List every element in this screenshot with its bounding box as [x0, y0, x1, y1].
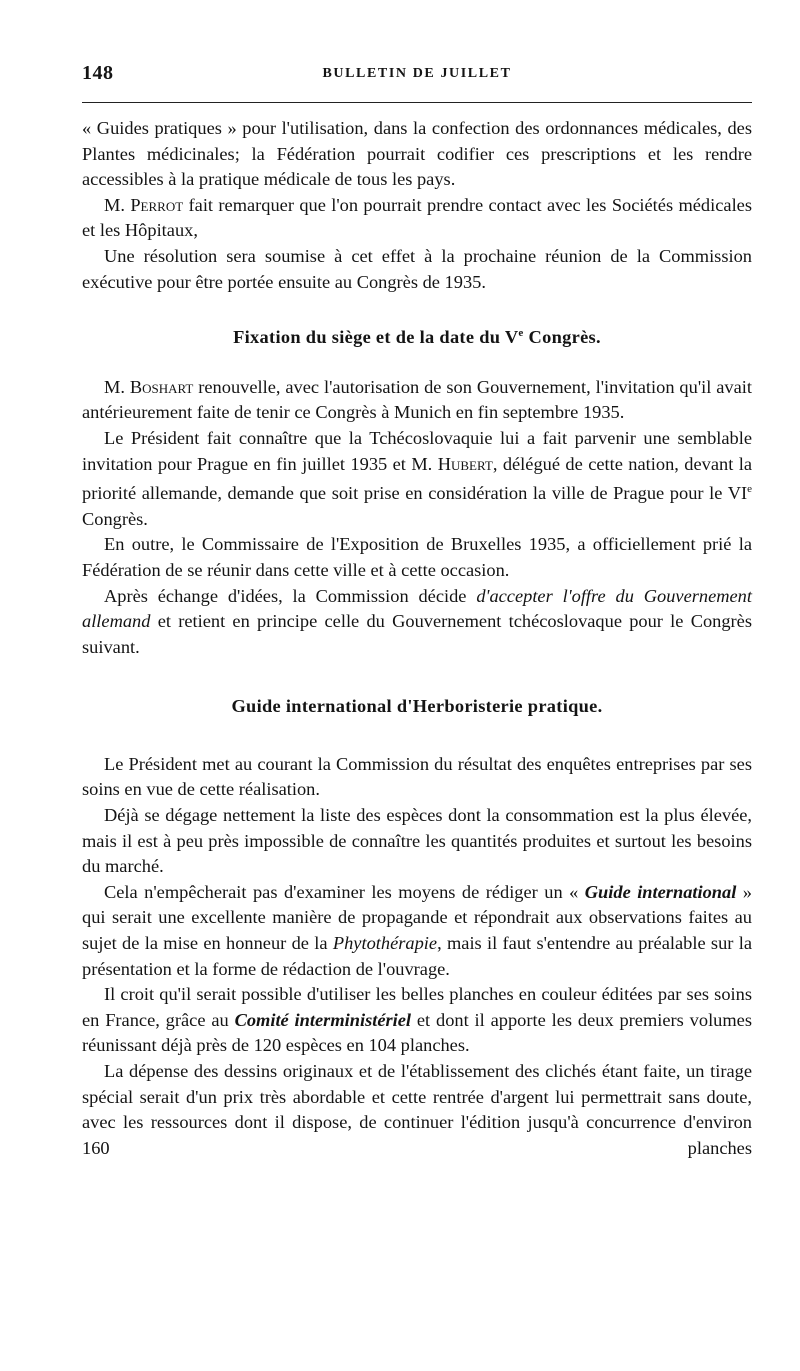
header-rule: [82, 102, 752, 103]
section1-paragraph-3: En outre, le Commissaire de l'Exposition de Bruxelles 1935, a officiellement prié la Fédération de se réunir dans cette ville et à cette occasion.: [82, 534, 752, 580]
person-name: Hubert: [437, 453, 493, 474]
person-name: Boshart: [129, 376, 194, 397]
page-number: 148: [82, 62, 114, 84]
intro-paragraph-2: M. Perrot fait remarquer que l'on pourrait prendre contact avec les Sociétés médicales et les Hôpitaux,: [82, 194, 752, 241]
section2-paragraph-5: La dépense des dessins originaux et de l'établissement des clichés étant faite, un tirage spécial serait d'un prix très abordable et cette rentrée d'argent lui permettrait sans doute, avec les ressources dont il dispose, de continuer l'édition jusqu'à concurrence d'environ 160 planches: [82, 1061, 752, 1158]
running-title: BULLETIN DE JUILLET: [322, 66, 512, 81]
body-text: [82, 116, 752, 1161]
intro-paragraph-3: Une résolution sera soumise à cet effet à la prochaine réunion de la Commission exécutive pour être portée ensuite au Congrès de 1935.: [82, 245, 752, 292]
section1-paragraph-2: Le Président fait connaître que la Tchécoslovaquie lui a fait parvenir une semblable invitation pour Prague en fin juillet 1935 et M. Hubert, délégué de cette nation, devant la priorité allemande, demande que soit prise en considération la ville de Prague pour le VIe Congrès.: [82, 427, 752, 529]
section2-paragraph-4: Il croit qu'il serait possible d'utiliser les belles planches en couleur éditées par ses soins en France, grâce au Comité interministériel et dont il apporte les deux premiers volumes réunissant déjà près de 120 espèces en 104 planches.: [82, 984, 752, 1056]
page-header: [82, 60, 752, 88]
section-heading-guide: Guide international d'Herboristerie pratique.: [231, 696, 603, 717]
intro-paragraph-1: « Guides pratiques » pour l'utilisation, dans la confection des ordonnances médicales, des Plantes médicinales; la Fédération pourrait codifier ces prescriptions et les rendre accessibles à la pratique médicale de tous les pays.: [82, 118, 752, 190]
section2-paragraph-1: Le Président met au courant la Commission du résultat des enquêtes entreprises par ses soins en vue de cette réalisation.: [82, 753, 752, 800]
person-name: Perrot: [130, 194, 184, 215]
section2-paragraph-3: Cela n'empêcherait pas d'examiner les moyens de rédiger un « Guide international » qui serait une excellente manière de propagande et répondrait aux observations faites au sujet de la mise en honneur de la Phytothérapie, mais il faut s'entendre au préalable sur la présentation et la forme de rédaction de l'ouvrage.: [82, 881, 752, 979]
section-heading-congres: Fixation du siège et de la date du Ve Congrès.: [233, 327, 601, 348]
page: [82, 60, 752, 88]
section2-paragraph-2: Déjà se dégage nettement la liste des espèces dont la consommation est la plus élevée, mais il est à peu près impossible de connaître les quantités produites et surtout les besoins du marché.: [82, 805, 752, 877]
section1-paragraph-1: M. Boshart renouvelle, avec l'autorisation de son Gouvernement, l'invitation qu'il avait antérieurement faite de tenir ce Congrès à Munich en fin septembre 1935.: [82, 376, 752, 423]
section1-paragraph-4: Après échange d'idées, la Commission décide d'accepter l'offre du Gouvernement allemand et retient en principe celle du Gouvernement tchécoslovaque pour le Congrès suivant.: [82, 585, 752, 657]
